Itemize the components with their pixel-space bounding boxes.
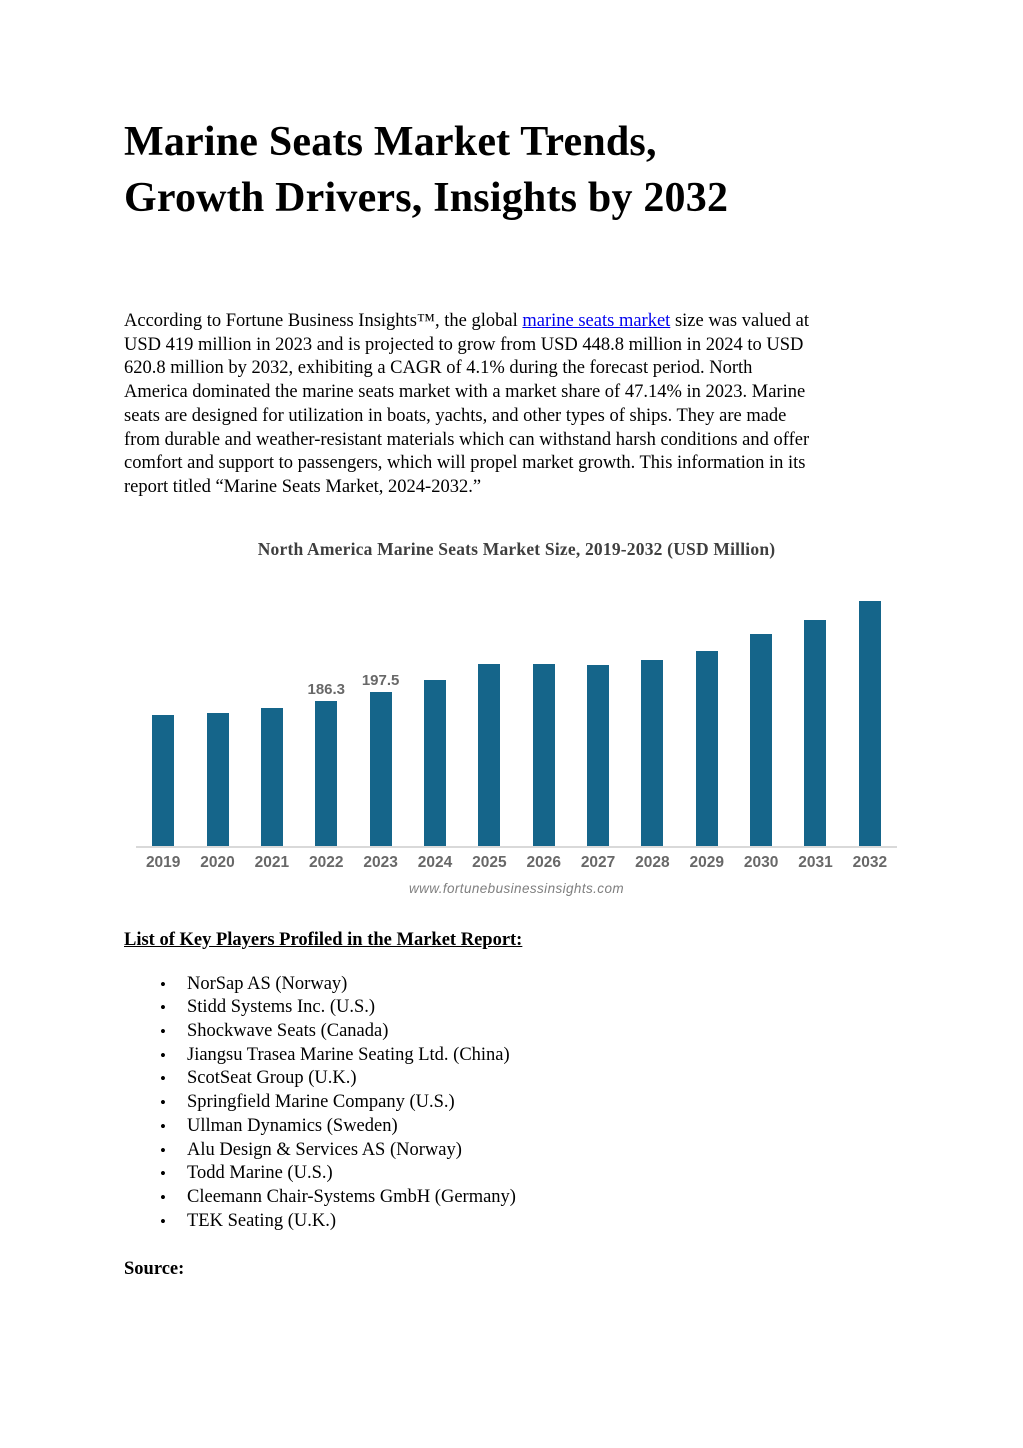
bar-2032 (859, 601, 881, 846)
list-item-text: Todd Marine (U.S.) (187, 1163, 333, 1184)
intro-line: USD 419 million in 2023 and is projected to grow from USD 448.8 million in 2024 to USD (124, 334, 804, 355)
bar-2025 (478, 664, 500, 846)
chart-column-2030 (734, 634, 788, 846)
list-item (124, 1139, 889, 1163)
marine-seats-market-link[interactable]: marine seats market (522, 311, 671, 331)
x-axis-label-2020: 2020 (200, 853, 235, 871)
intro-line: report titled “Marine Seats Market, 2024-2032.” (124, 476, 482, 497)
x-axis-label-2030: 2030 (743, 853, 779, 871)
bar-2026 (533, 664, 555, 846)
chart-plot (136, 560, 897, 848)
intro-line: 620.8 million by 2032, exhibiting a CAGR of 4.1% during the forecast period. North (124, 358, 753, 379)
chart-column-2023 (353, 672, 407, 846)
chart-column-2027 (571, 665, 625, 846)
source-label: Source: (124, 1259, 185, 1280)
list-item (124, 1020, 889, 1044)
bullet-icon: • (160, 1140, 166, 1160)
list-item (124, 1115, 889, 1139)
bullet-icon: • (160, 1116, 166, 1136)
bullet-icon: • (160, 1045, 166, 1065)
x-axis-label-2028: 2028 (635, 853, 670, 871)
intro-text: According to Fortune Business Insights™, the global (124, 311, 523, 331)
bar-2029 (696, 651, 718, 846)
list-item (124, 1210, 889, 1234)
bar-2023 (370, 692, 392, 846)
page-title (124, 114, 889, 226)
chart-column-2019 (136, 715, 190, 846)
bullet-icon: • (160, 1211, 166, 1231)
x-axis-label-2022: 2022 (309, 853, 344, 871)
page-title-line-1: Marine Seats Market Trends, (124, 119, 657, 165)
x-axis-label-2027: 2027 (580, 853, 616, 871)
list-item (124, 973, 889, 997)
bullet-icon: • (160, 998, 166, 1018)
chart-column-2021 (245, 708, 299, 846)
bar-2024 (424, 680, 446, 846)
list-item-text: Ullman Dynamics (Sweden) (187, 1115, 398, 1136)
chart-column-2029 (680, 651, 734, 846)
bar-value-label-2022: 186.3 (307, 680, 346, 698)
key-players-list (124, 973, 889, 1234)
bar-2031 (804, 620, 826, 846)
bar-2021 (261, 708, 283, 846)
bullet-icon: • (160, 974, 166, 994)
chart-column-2032 (843, 601, 897, 846)
bullet-icon: • (160, 1164, 166, 1184)
chart-column-2025 (462, 664, 516, 846)
x-axis-label-2019: 2019 (145, 853, 181, 871)
chart-column-2020 (190, 713, 244, 846)
bar-2030 (750, 634, 772, 846)
list-item-text: TEK Seating (U.K.) (187, 1210, 336, 1231)
bar-2022 (315, 701, 337, 846)
intro-line: comfort and support to passengers, which will propel market growth. This information in its (124, 453, 806, 474)
key-players-heading: List of Key Players Profiled in the Market Report: (124, 929, 523, 950)
x-axis-label-2021: 2021 (254, 853, 290, 871)
x-axis-label-2025: 2025 (472, 853, 507, 871)
bar-2019 (152, 715, 174, 846)
x-axis-label-2029: 2029 (689, 853, 725, 871)
x-axis-label-2023: 2023 (363, 853, 398, 871)
list-item (124, 1044, 889, 1068)
chart-column-2024 (408, 680, 462, 846)
bar-2028 (641, 660, 663, 846)
chart-column-2028 (625, 660, 679, 846)
list-item-text: Alu Design & Services AS (Norway) (187, 1139, 462, 1160)
x-axis-label-2026: 2026 (526, 853, 561, 871)
list-item-text: Springfield Marine Company (U.S.) (187, 1092, 455, 1113)
list-item-text: NorSap AS (Norway) (187, 973, 348, 994)
intro-line: from durable and weather-resistant materials which can withstand harsh conditions and offer (124, 429, 810, 450)
list-item (124, 1186, 889, 1210)
x-axis-label-2031: 2031 (798, 853, 833, 871)
list-item (124, 1067, 889, 1091)
list-item-text: Jiangsu Trasea Marine Seating Ltd. (China) (187, 1044, 510, 1065)
intro-line: seats are designed for utilization in boats, yachts, and other types of ships. They are made (124, 405, 787, 426)
list-item (124, 1162, 889, 1186)
market-size-chart (136, 538, 897, 896)
intro-paragraph (124, 310, 889, 500)
chart-column-2022 (299, 681, 353, 846)
bullet-icon: • (160, 1093, 166, 1113)
bullet-icon: • (160, 1022, 166, 1042)
intro-line: America dominated the marine seats market with a market share of 47.14% in 2023. Marine (124, 382, 806, 403)
x-axis-label-2024: 2024 (417, 853, 453, 871)
list-item-text: ScotSeat Group (U.K.) (187, 1068, 357, 1089)
bar-value-label-2023: 197.5 (361, 671, 400, 689)
intro-text: size was valued at (670, 311, 810, 331)
list-item-text: Stidd Systems Inc. (U.S.) (187, 997, 376, 1018)
list-item-text: Cleemann Chair-Systems GmbH (Germany) (187, 1186, 516, 1207)
chart-watermark: www.fortunebusinessinsights.com (409, 880, 624, 896)
intro-line (124, 310, 889, 334)
bar-2027 (587, 665, 609, 846)
bar-2020 (207, 713, 229, 846)
page-title-line-2: Growth Drivers, Insights by 2032 (124, 175, 729, 221)
list-item-text: Shockwave Seats (Canada) (187, 1021, 389, 1042)
list-item (124, 1091, 889, 1115)
bullet-icon: • (160, 1187, 166, 1207)
bullet-icon: • (160, 1069, 166, 1089)
list-item (124, 996, 889, 1020)
x-axis-label-2032: 2032 (852, 853, 888, 871)
chart-x-axis (136, 854, 897, 872)
chart-title: North America Marine Seats Market Size, 2019-2032 (USD Million) (257, 538, 776, 559)
chart-column-2026 (517, 664, 571, 846)
chart-column-2031 (788, 620, 842, 846)
